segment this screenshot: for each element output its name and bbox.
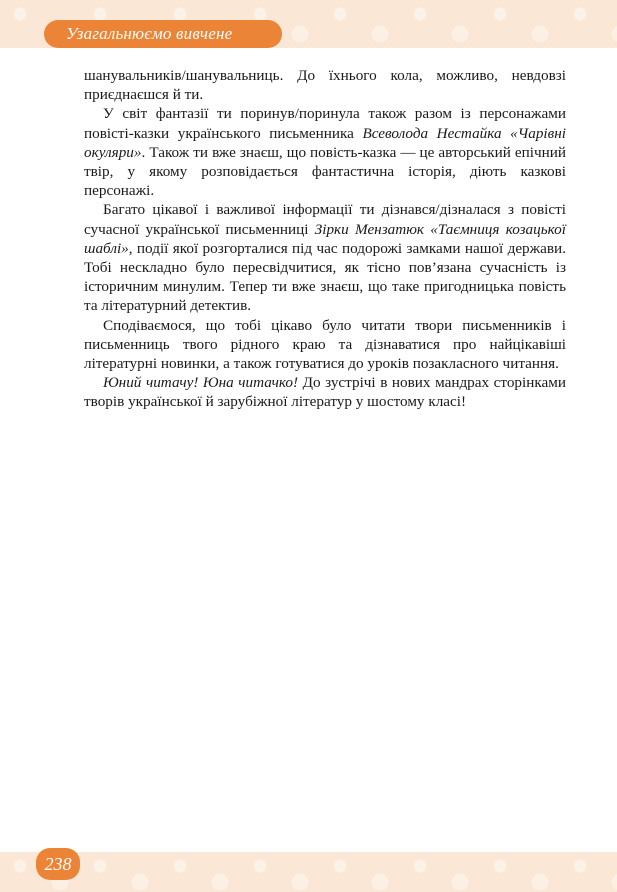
paragraph — [84, 66, 566, 104]
body-text — [84, 66, 566, 412]
paragraph — [84, 104, 566, 200]
italic-text-run: Юний читачу! Юна читачко! — [103, 374, 299, 392]
section-title: Узагальнюємо вивчене — [44, 20, 282, 48]
italic-text-run: Всеволода Нестайка «Чарівні окуляри» — [84, 124, 566, 161]
paragraph — [84, 373, 566, 411]
text-run: , події якої розгорталися під час подорожі замками нашої держави. Тобі нескладно було пересвідчитися, як тісно пов’язана сучасність із історичним минулим. Тепер ти вже знаєш, що таке пригодницька повість та літературний детектив. — [84, 239, 566, 315]
italic-text-run: Зірки Мензатюк «Таємниця козацької шаблі» — [84, 220, 566, 257]
text-run: Сподіваємося, що тобі цікаво було читати твори письменників і письменниць твого рідного краю та дізнаватися про найцікавіші літературні новинки, а також готуватися до уроків позакласного читання. — [84, 316, 566, 373]
text-run: . Також ти вже знаєш, що повість-казка — це авторський епічний твір, у якому розповідається фантастична історія, діють казкові персонажі. — [84, 143, 566, 200]
footer-decorative-band — [0, 852, 617, 892]
paragraph — [84, 200, 566, 315]
text-run: До зустрічі в нових мандрах сторінками творів української й зарубіжної літератур у шостому класі! — [84, 374, 566, 411]
page-number: 238 — [36, 848, 80, 880]
text-run: Багато цікавої і важливої інформації ти дізнався/дізналася з повісті сучасної української письменниці — [84, 201, 566, 238]
paragraph — [84, 316, 566, 374]
text-run: шанувальників/шанувальниць. До їхнього кола, можливо, невдовзі приєднаєшся й ти. — [84, 67, 566, 104]
text-run: У світ фантазії ти поринув/поринула також разом із персонажами повісті-казки українського письменника — [84, 105, 566, 142]
